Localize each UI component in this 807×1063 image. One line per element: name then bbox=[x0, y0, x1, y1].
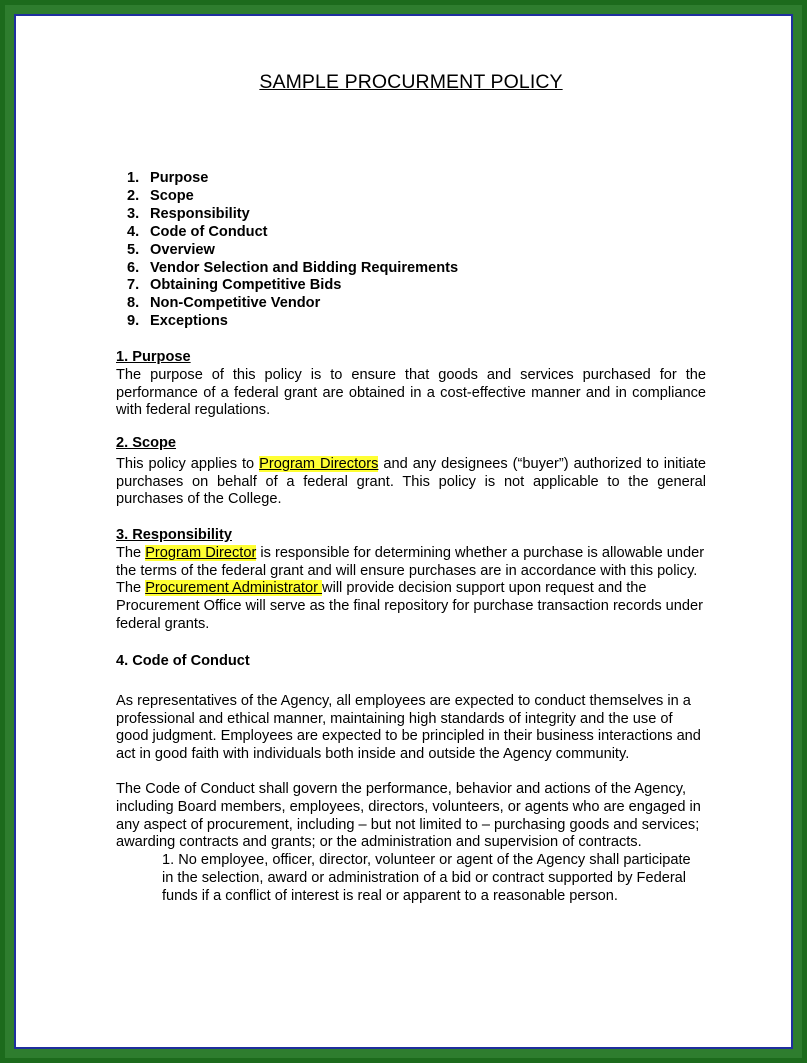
toc-item: 2. Scope bbox=[127, 187, 194, 204]
toc-item: 9. Exceptions bbox=[127, 313, 228, 330]
toc-item: 5. Overview bbox=[127, 241, 215, 258]
paragraph: The Code of Conduct shall govern the performance, behavior and actions of the Agency, including Board members, employees, directors, volunteers, or agents who are engaged in any aspect of procurement, including – but not limited to – purchasing goods and services; awarding contracts and grants; or the administration and supervision of contracts. bbox=[116, 780, 701, 851]
toc-item: 4. Code of Conduct bbox=[127, 223, 268, 240]
section-purpose bbox=[116, 349, 706, 420]
toc-item: 6. Vendor Selection and Bidding Requirements bbox=[127, 259, 459, 276]
toc-item: 8. Non-Competitive Vendor bbox=[127, 295, 321, 312]
page-frame-inner bbox=[14, 14, 793, 1049]
document-title: SAMPLE PROCURMENT POLICY bbox=[259, 71, 563, 93]
section-heading: 1. Purpose bbox=[116, 349, 191, 365]
highlight: Procurement Administrator bbox=[145, 580, 323, 597]
section-heading: 2. Scope bbox=[116, 435, 177, 451]
toc-item: 1. Purpose bbox=[127, 170, 209, 186]
toc-item: 7. Obtaining Competitive Bids bbox=[127, 277, 342, 294]
list-item: 1. No employee, officer, director, volunteer or agent of the Agency shall participate in the selection, award or administration of a bid or contract supported by Federal funds if a conflict of interest is real or apparent to a reasonable person. bbox=[162, 852, 691, 904]
section-heading: 3. Responsibility bbox=[116, 527, 232, 543]
section-scope bbox=[116, 435, 706, 509]
section-code-of-conduct bbox=[116, 653, 706, 906]
section-body: The Program Director is responsible for determining whether a purchase is allowable under the terms of the federal grant and will ensure purchases are in accordance with this policy. The Procurement Administrator will provide decision support upon request and the Procurement Office will serve as the final repository for purchase transaction records under federal grants. bbox=[116, 544, 705, 632]
section-responsibility bbox=[116, 527, 706, 634]
highlight: Program Director bbox=[145, 544, 257, 561]
section-body: This policy applies to Program Directors and any designees (“buyer”) authorized to initiate purchases on behalf of a federal grant. This policy is not applicable to the general purchases of the College. bbox=[116, 455, 706, 508]
highlight: Program Directors bbox=[259, 455, 379, 472]
paragraph: As representatives of the Agency, all employees are expected to conduct themselves in a professional and ethical manner, maintaining high standards of integrity and the use of good judgment. Employees are expected to be principled in their business interactions and act in good faith with individuals both inside and outside the Agency community. bbox=[116, 692, 701, 763]
table-of-contents bbox=[116, 170, 458, 331]
toc-item: 3. Responsibility bbox=[127, 205, 250, 222]
section-body: The purpose of this policy is to ensure that goods and services purchased for the performance of a federal grant are obtained in a cost-effective manner and in compliance with federal regulations. bbox=[116, 366, 706, 419]
section-heading: 4. Code of Conduct bbox=[116, 653, 250, 669]
